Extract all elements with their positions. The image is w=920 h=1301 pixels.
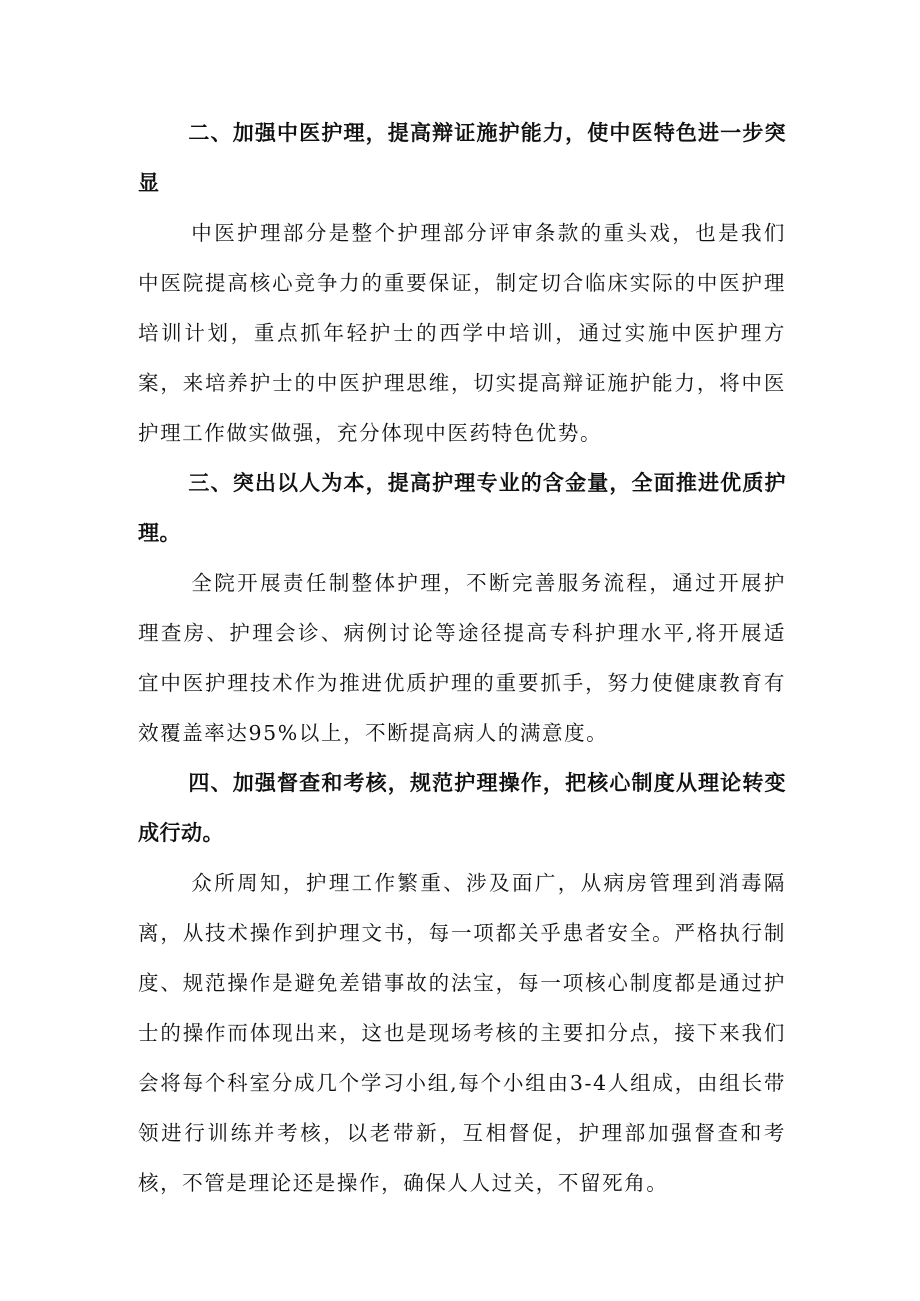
section-paragraph: 中医护理部分是整个护理部分评审条款的重头戏，也是我们中医院提高核心竞争力的重要保证，制定切合临床实际的中医护理培训计划，重点抓年轻护士的西学中培训，通过实施中医护理方案，来培养护士的中医护理思维，切实提高辩证施护能力，将中医护理工作做实做强，充分体现中医药特色优势。 — [138, 221, 786, 445]
section-paragraph: 全院开展责任制整体护理，不断完善服务流程，通过开展护理查房、护理会诊、病例讨论等途径提高专科护理水平,将开展适宜中医护理技术作为推进优质护理的重要抓手，努力使健康教育有效覆盖率达95%以上，不断提高病人的满意度。 — [138, 571, 786, 745]
section-4 — [138, 758, 786, 1208]
section-heading: 二、加强中医护理，提高辩证施护能力，使中医特色进一步突显 — [138, 121, 786, 195]
document-page — [138, 108, 786, 1208]
section-2 — [138, 108, 786, 458]
section-heading: 三、突出以人为本，提高护理专业的含金量，全面推进优质护理。 — [138, 471, 786, 545]
section-heading: 四、加强督查和考核，规范护理操作，把核心制度从理论转变成行动。 — [138, 771, 786, 845]
section-paragraph: 众所周知，护理工作繁重、涉及面广，从病房管理到消毒隔离，从技术操作到护理文书，每一项都关乎患者安全。严格执行制度、规范操作是避免差错事故的法宝，每一项核心制度都是通过护士的操作而体现出来，这也是现场考核的主要扣分点，接下来我们会将每个科室分成几个学习小组,每个小组由3-4人组成，由组长带领进行训练并考核，以老带新，互相督促，护理部加强督查和考核，不管是理论还是操作，确保人人过关，不留死角。 — [138, 871, 786, 1195]
section-3 — [138, 458, 786, 758]
